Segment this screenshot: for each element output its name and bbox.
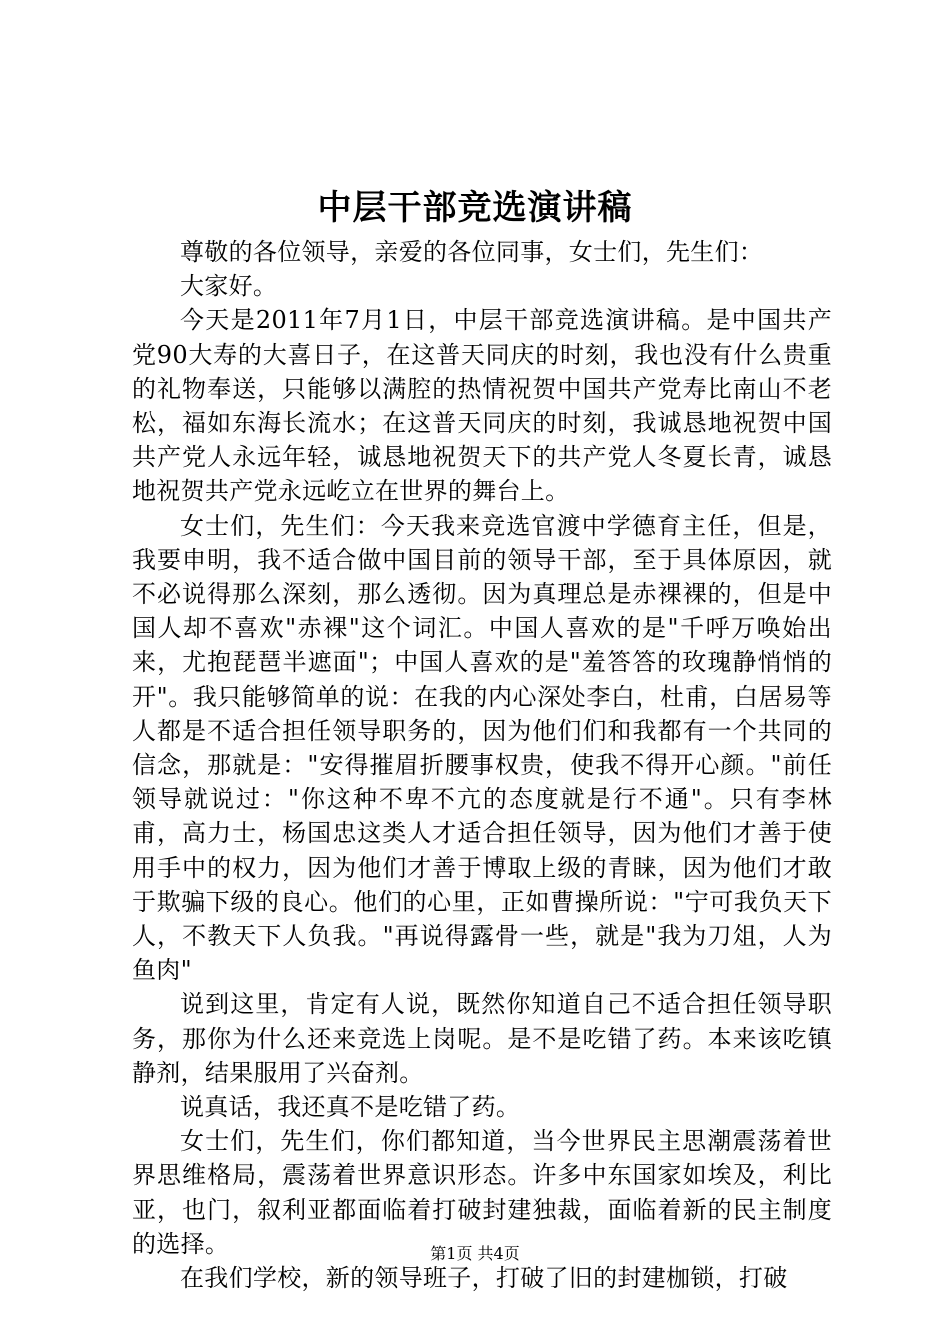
paragraph-question: 说到这里，肯定有人说，既然你知道自己不适合担任领导职务，那你为什么还来竞选上岗呢。是不是吃错了药。本来该吃镇静剂，结果服用了兴奋剂。 [132, 990, 832, 1087]
paragraph-school: 在我们学校，新的领导班子，打破了旧的封建枷锁，打破 [180, 1264, 788, 1293]
paragraph-statement: 女士们，先生们：今天我来竞选官渡中学德育主任，但是，我要申明，我不适合做中国目前的领导干部，至于具体原因，就不必说得那么深刻，那么透彻。因为真理总是赤裸裸的，但是中国人却不喜欢"赤裸"这个词汇。中国人喜欢的是"千呼万唤始出来，尤抱琵琶半遮面"；中国人喜欢的是"羞答答的玫瑰静悄悄的开"。我只能够简单的说：在我的内心深处李白，杜甫，白居易等人都是不适合担任领导职务的，因为他们们和我都有一个共同的信念，那就是："安得摧眉折腰事权贵，使我不得开心颜。"前任领导就说过："你这种不卑不亢的态度就是行不通"。只有李林甫，高力士，杨国忠这类人才适合担任领导，因为他们才善于使用手中的权力，因为他们才善于博取上级的青睐，因为他们才敢于欺骗下级的良心。他们的心里，正如曹操所说："宁可我负天下人，不教天下人负我。"再说得露骨一些，就是"我为刀俎，人为鱼肉" [132, 511, 832, 985]
document-title: 中层干部竞选演讲稿 [317, 188, 633, 228]
paragraph-answer: 说真话，我还真不是吃错了药。 [180, 1093, 521, 1122]
paragraph-salutation: 尊敬的各位领导，亲爱的各位同事，女士们，先生们： [180, 238, 764, 266]
document-body [132, 235, 832, 1295]
paragraph-greeting: 大家好。 [180, 272, 278, 301]
paragraph-intro: 今天是2011年7月1日，中层干部竞选演讲稿。是中国共产党90大寿的大喜日子，在这普天同庆的时刻，我也没有什么贵重的礼物奉送，只能够以满腔的热情祝贺中国共产党寿比南山不老松，福如东海长流水；在这普天同庆的时刻，我诚恳地祝贺中国共产党人永远年轻，诚恳地祝贺天下的共产党人冬夏长青，诚恳地祝贺共产党永远屹立在世界的舞台上。 [132, 306, 832, 506]
paragraph-world-trend: 女士们，先生们，你们都知道，当今世界民主思潮震荡着世界思维格局，震荡着世界意识形态。许多中东国家如埃及，利比亚，也门，叙利亚都面临着打破封建独裁，面临着新的民主制度的选择。 [132, 1127, 832, 1258]
page-number: 第1页 共4页 [430, 1244, 520, 1263]
